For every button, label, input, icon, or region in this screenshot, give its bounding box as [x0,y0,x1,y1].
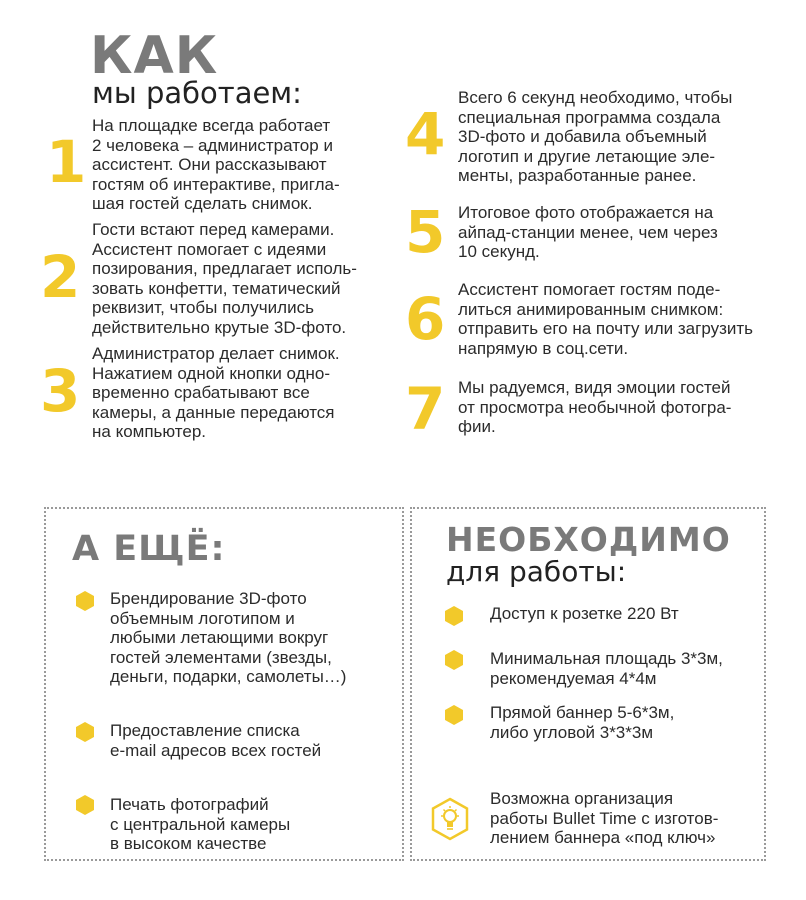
extras-title: А ЕЩЁ: [72,529,226,569]
step-number-5: 5 [405,198,446,266]
hexagon-bullet-icon [445,705,463,725]
step-number-1: 1 [46,128,87,196]
step-text-7: Мы радуемся, видя эмоции гостей от просмотра необычной фотогра- фии. [458,378,732,436]
requirements-box [410,507,766,861]
hexagon-bullet-icon [445,606,463,626]
requirements-item-3: Прямой баннер 5-6*3м, либо угловой 3*3*3м [490,703,675,742]
step-number-6: 6 [405,285,446,353]
step-text-6: Ассистент помогает гостям поде- литься анимированным снимком: отправить его на почту или загрузить напрямую в соц.сети. [458,280,754,358]
step-text-3: Администратор делает снимок. Нажатием одной кнопки одно- временно срабатывают все камеры, а данные передаются на компьютер. [92,344,340,441]
step-text-1: На площадке всегда работает 2 человека – администратор и ассистент. Они рассказывают гостям об интерактиве, пригла- шая гостей сделать снимок. [92,116,340,213]
extras-box [44,507,404,861]
requirements-item-1: Доступ к розетке 220 Вт [490,604,679,623]
hexagon-bullet-icon [76,722,94,742]
requirements-note: Возможна организация работы Bullet Time с изготов- лением баннера «под ключ» [490,789,719,847]
step-number-3: 3 [40,357,81,425]
step-number-4: 4 [405,100,446,168]
requirements-subtitle: для работы: [446,555,627,588]
hexagon-bullet-icon [76,591,94,611]
step-text-4: Всего 6 секунд необходимо, чтобы специальная программа создала 3D-фото и добавила объемный логотип и другие летающие эле- менты, разработанные ранее. [458,88,733,185]
step-text-2: Гости встают перед камерами. Ассистент помогает с идеями позирования, предлагает исполь- зовать конфетти, тематический реквизит, чтобы получились действительно крутые 3D-фото. [92,220,357,337]
requirements-title: НЕОБХОДИМО [446,520,731,559]
hexagon-bullet-icon [76,795,94,815]
page-title: КАК [90,26,219,86]
lightbulb-hexagon-icon [430,797,470,841]
extras-item-3: Печать фотографий с центральной камеры в высоком качестве [110,795,291,853]
requirements-item-2: Минимальная площадь 3*3м, рекомендуемая 4*4м [490,649,723,688]
step-text-5: Итоговое фото отображается на айпад-станции менее, чем через 10 секунд. [458,203,718,261]
hexagon-bullet-icon [445,650,463,670]
step-number-2: 2 [40,243,81,311]
step-number-7: 7 [405,375,446,443]
extras-item-2: Предоставление списка e-mail адресов всех гостей [110,721,322,760]
page-subtitle: мы работаем: [92,76,302,110]
extras-item-1: Брендирование 3D-фото объемным логотипом и любыми летающими вокруг гостей элементами (звезды, деньги, подарки, самолеты…) [110,589,347,686]
